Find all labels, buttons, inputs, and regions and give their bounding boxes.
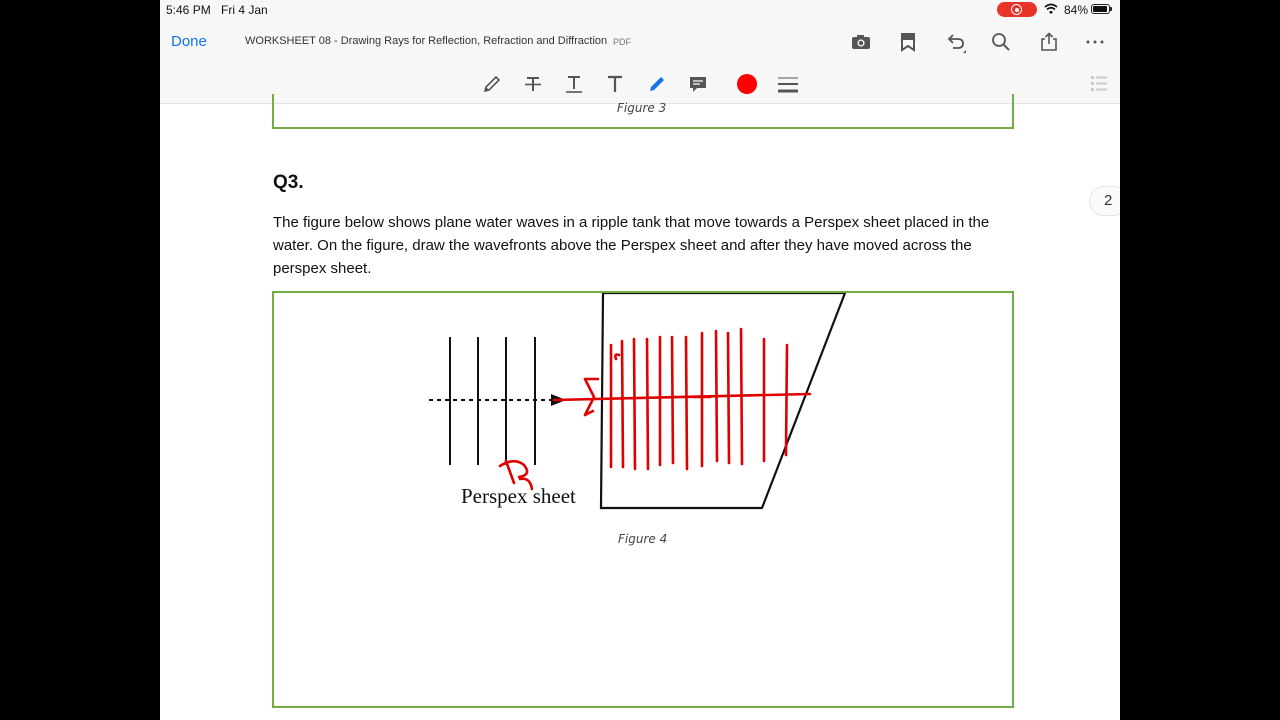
search-icon[interactable] xyxy=(990,31,1012,53)
perspex-sheet-shape xyxy=(601,293,845,508)
text-icon[interactable] xyxy=(604,73,626,95)
page-number: 2 xyxy=(1104,192,1113,209)
battery-icon xyxy=(1091,4,1110,14)
pdf-page[interactable] xyxy=(160,101,1120,720)
figure-3-frame xyxy=(272,94,1014,129)
page-number-indicator[interactable] xyxy=(1089,186,1120,216)
share-icon[interactable] xyxy=(1038,31,1060,53)
ipad-screen xyxy=(160,0,1120,720)
bookmark-icon[interactable] xyxy=(897,31,919,53)
pen-icon[interactable] xyxy=(646,73,668,95)
done-button[interactable]: Done xyxy=(171,33,207,50)
undo-icon[interactable] xyxy=(944,31,966,53)
battery-percent: 84% xyxy=(1064,3,1089,17)
color-icon[interactable] xyxy=(736,73,758,95)
document-type: PDF xyxy=(613,37,631,47)
more-icon[interactable] xyxy=(1084,31,1106,53)
nav-bar xyxy=(160,20,1120,64)
pencil-icon[interactable] xyxy=(481,73,503,95)
figure-3-caption: Figure 3 xyxy=(617,101,667,115)
status-bar xyxy=(160,0,1120,20)
camera-icon[interactable] xyxy=(850,31,872,53)
wifi-icon xyxy=(1044,3,1058,15)
line-width-icon[interactable] xyxy=(777,73,799,95)
document-title: WORKSHEET 08 - Drawing Rays for Reflection, Refraction and Diffraction xyxy=(245,35,608,47)
question-text: The figure below shows plane water waves in a ripple tank that move towards a Perspex sheet placed in the water. On the figure, draw the wavefronts above the Perspex sheet and after they have moved across the perspex sheet. xyxy=(273,214,990,277)
perspex-label: Perspex sheet xyxy=(461,484,576,508)
comment-icon[interactable] xyxy=(687,73,709,95)
figure-4-diagram xyxy=(274,293,1012,706)
underline-icon[interactable] xyxy=(563,73,585,95)
strikethrough-icon[interactable] xyxy=(522,73,544,95)
question-heading: Q3. xyxy=(273,172,304,193)
screen-recording-icon[interactable] xyxy=(997,2,1037,17)
list-icon[interactable] xyxy=(1088,73,1110,95)
figure-4-frame xyxy=(272,291,1014,708)
figure-4-caption: Figure 4 xyxy=(618,532,668,546)
status-time: 5:46 PM xyxy=(166,3,211,17)
status-date: Fri 4 Jan xyxy=(221,3,268,17)
